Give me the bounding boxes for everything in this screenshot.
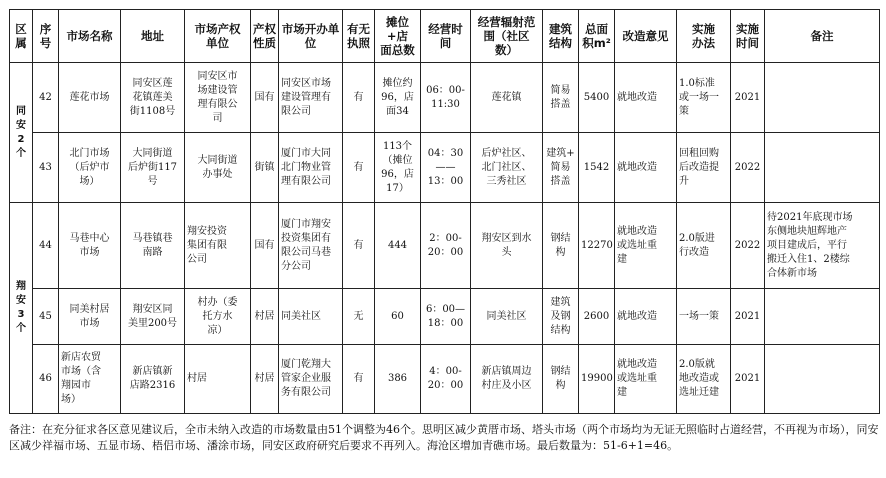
address-cell: 翔安区同 美里200号 bbox=[121, 289, 185, 345]
col-header-time: 实施 时间 bbox=[731, 10, 765, 63]
col-header-radius: 经营辐射范 围（社区 数） bbox=[471, 10, 543, 63]
stalls-cell: 386 bbox=[375, 345, 421, 414]
opinion-cell: 就地改造 或选址重 建 bbox=[615, 203, 677, 289]
license-cell: 有 bbox=[343, 133, 375, 203]
area-cell: 5400 bbox=[579, 63, 615, 133]
opinion-cell: 就地改造 bbox=[615, 63, 677, 133]
market-renovation-table bbox=[9, 9, 880, 414]
method-cell: 回租回购 后改造提 升 bbox=[677, 133, 731, 203]
opinion-cell: 就地改造 或选址重 建 bbox=[615, 345, 677, 414]
operator-cell: 厦门市翔安 投资集团有 限公司马巷 分公司 bbox=[279, 203, 343, 289]
method-cell: 2.0版就 地改造或 选址迁建 bbox=[677, 345, 731, 414]
name-cell: 北门市场 （后炉市 场） bbox=[59, 133, 121, 203]
radius-cell: 莲花镇 bbox=[471, 63, 543, 133]
name-cell: 莲花市场 bbox=[59, 63, 121, 133]
table-row bbox=[10, 345, 880, 414]
license-cell: 有 bbox=[343, 203, 375, 289]
nature-cell: 国有 bbox=[251, 203, 279, 289]
col-header-opinion: 改造意见 bbox=[615, 10, 677, 63]
col-header-owner: 市场产权 单位 bbox=[185, 10, 251, 63]
col-header-structure: 建筑 结构 bbox=[543, 10, 579, 63]
operator-cell: 同安区市场 建设管理有 限公司 bbox=[279, 63, 343, 133]
name-cell: 马巷中心 市场 bbox=[59, 203, 121, 289]
radius-cell: 翔安区到水 头 bbox=[471, 203, 543, 289]
table-row bbox=[10, 133, 880, 203]
hours-cell: 4：00- 20：00 bbox=[421, 345, 471, 414]
license-cell: 无 bbox=[343, 289, 375, 345]
address-cell: 同安区莲 花镇莲美 街1108号 bbox=[121, 63, 185, 133]
structure-cell: 建筑 及钢 结构 bbox=[543, 289, 579, 345]
hours-cell: 2：00- 20：00 bbox=[421, 203, 471, 289]
area-cell: 19900 bbox=[579, 345, 615, 414]
name-cell: 同美村居 市场 bbox=[59, 289, 121, 345]
structure-cell: 钢结 构 bbox=[543, 345, 579, 414]
area-cell: 1542 bbox=[579, 133, 615, 203]
col-header-address: 地址 bbox=[121, 10, 185, 63]
time-cell: 2021 bbox=[731, 345, 765, 414]
col-header-method: 实施 办法 bbox=[677, 10, 731, 63]
owner-cell: 村办（委 托方水 凉） bbox=[185, 289, 251, 345]
col-header-name: 市场名称 bbox=[59, 10, 121, 63]
radius-cell: 新店镇周边 村庄及小区 bbox=[471, 345, 543, 414]
col-header-remark: 备注 bbox=[765, 10, 880, 63]
name-cell: 新店农贸 市场（含 翔园市 场） bbox=[59, 345, 121, 414]
remark-cell bbox=[765, 63, 880, 133]
stalls-cell: 60 bbox=[375, 289, 421, 345]
district-cell-tongan: 同 安 2 个 bbox=[10, 63, 33, 203]
col-header-area: 总面 积m² bbox=[579, 10, 615, 63]
structure-cell: 钢结 构 bbox=[543, 203, 579, 289]
nature-cell: 村居 bbox=[251, 345, 279, 414]
radius-cell: 同美社区 bbox=[471, 289, 543, 345]
time-cell: 2022 bbox=[731, 133, 765, 203]
opinion-cell: 就地改造 bbox=[615, 289, 677, 345]
header-row bbox=[10, 10, 880, 63]
table-row bbox=[10, 203, 880, 289]
remark-cell bbox=[765, 289, 880, 345]
col-header-nature: 产权 性质 bbox=[251, 10, 279, 63]
col-header-hours: 经营时 间 bbox=[421, 10, 471, 63]
stalls-cell: 摊位约 96，店 面34 bbox=[375, 63, 421, 133]
table-row bbox=[10, 289, 880, 345]
hours-cell: 04：30 —— 13：00 bbox=[421, 133, 471, 203]
radius-cell: 后炉社区、 北门社区、 三秀社区 bbox=[471, 133, 543, 203]
address-cell: 马巷镇巷 南路 bbox=[121, 203, 185, 289]
area-cell: 2600 bbox=[579, 289, 615, 345]
method-cell: 1.0标准 或一场一 策 bbox=[677, 63, 731, 133]
col-header-license: 有无 执照 bbox=[343, 10, 375, 63]
remark-cell: 待2021年底现市场 东侧地块旭辉地产 项目建成后，平行 搬迁入住1、2楼综 合体新市场 bbox=[765, 203, 880, 289]
stalls-cell: 113个 （摊位 96，店 17） bbox=[375, 133, 421, 203]
stalls-cell: 444 bbox=[375, 203, 421, 289]
nature-cell: 国有 bbox=[251, 63, 279, 133]
col-header-stalls: 摊位+店 面总数 bbox=[375, 10, 421, 63]
operator-cell: 厦门市大同 北门物业管 理有限公司 bbox=[279, 133, 343, 203]
license-cell: 有 bbox=[343, 63, 375, 133]
method-cell: 一场一策 bbox=[677, 289, 731, 345]
time-cell: 2021 bbox=[731, 289, 765, 345]
hours-cell: 6：00— 18：00 bbox=[421, 289, 471, 345]
table-row bbox=[10, 63, 880, 133]
district-cell-xiangan: 翔 安 3 个 bbox=[10, 203, 33, 414]
seq-cell: 43 bbox=[33, 133, 59, 203]
license-cell: 有 bbox=[343, 345, 375, 414]
col-header-operator: 市场开办单 位 bbox=[279, 10, 343, 63]
col-header-district: 区 属 bbox=[10, 10, 33, 63]
operator-cell: 厦门乾翔大 管家企业服 务有限公司 bbox=[279, 345, 343, 414]
nature-cell: 街镇 bbox=[251, 133, 279, 203]
owner-cell: 同安区市 场建设管 理有限公 司 bbox=[185, 63, 251, 133]
seq-cell: 42 bbox=[33, 63, 59, 133]
area-cell: 12270 bbox=[579, 203, 615, 289]
time-cell: 2022 bbox=[731, 203, 765, 289]
address-cell: 新店镇新 店路2316 bbox=[121, 345, 185, 414]
opinion-cell: 就地改造 bbox=[615, 133, 677, 203]
time-cell: 2021 bbox=[731, 63, 765, 133]
hours-cell: 06：00- 11:30 bbox=[421, 63, 471, 133]
seq-cell: 44 bbox=[33, 203, 59, 289]
col-header-seq: 序 号 bbox=[33, 10, 59, 63]
seq-cell: 46 bbox=[33, 345, 59, 414]
structure-cell: 简易 搭盖 bbox=[543, 63, 579, 133]
owner-cell: 翔安投资 集团有限 公司 bbox=[185, 203, 251, 289]
structure-cell: 建筑+ 简易 搭盖 bbox=[543, 133, 579, 203]
owner-cell: 大同街道 办事处 bbox=[185, 133, 251, 203]
nature-cell: 村居 bbox=[251, 289, 279, 345]
footer-note: 备注：在充分征求各区意见建议后，全市未纳入改造的市场数量由51个调整为46个。思明区减少黄厝市场、塔头市场（两个市场均为无证无照临时占道经营，不再视为市场），同安区减少祥福市场、五显市场、梧侣市场、潘涂市场，同安区政府研究后要求不再列入。海沧区增加青礁市场。最后数量为：51-6+1=46。 bbox=[9, 423, 879, 452]
owner-cell: 村居 bbox=[185, 345, 251, 414]
seq-cell: 45 bbox=[33, 289, 59, 345]
remark-cell bbox=[765, 133, 880, 203]
address-cell: 大同街道 后炉街117 号 bbox=[121, 133, 185, 203]
operator-cell: 同美社区 bbox=[279, 289, 343, 345]
remark-cell bbox=[765, 345, 880, 414]
method-cell: 2.0版进 行改造 bbox=[677, 203, 731, 289]
